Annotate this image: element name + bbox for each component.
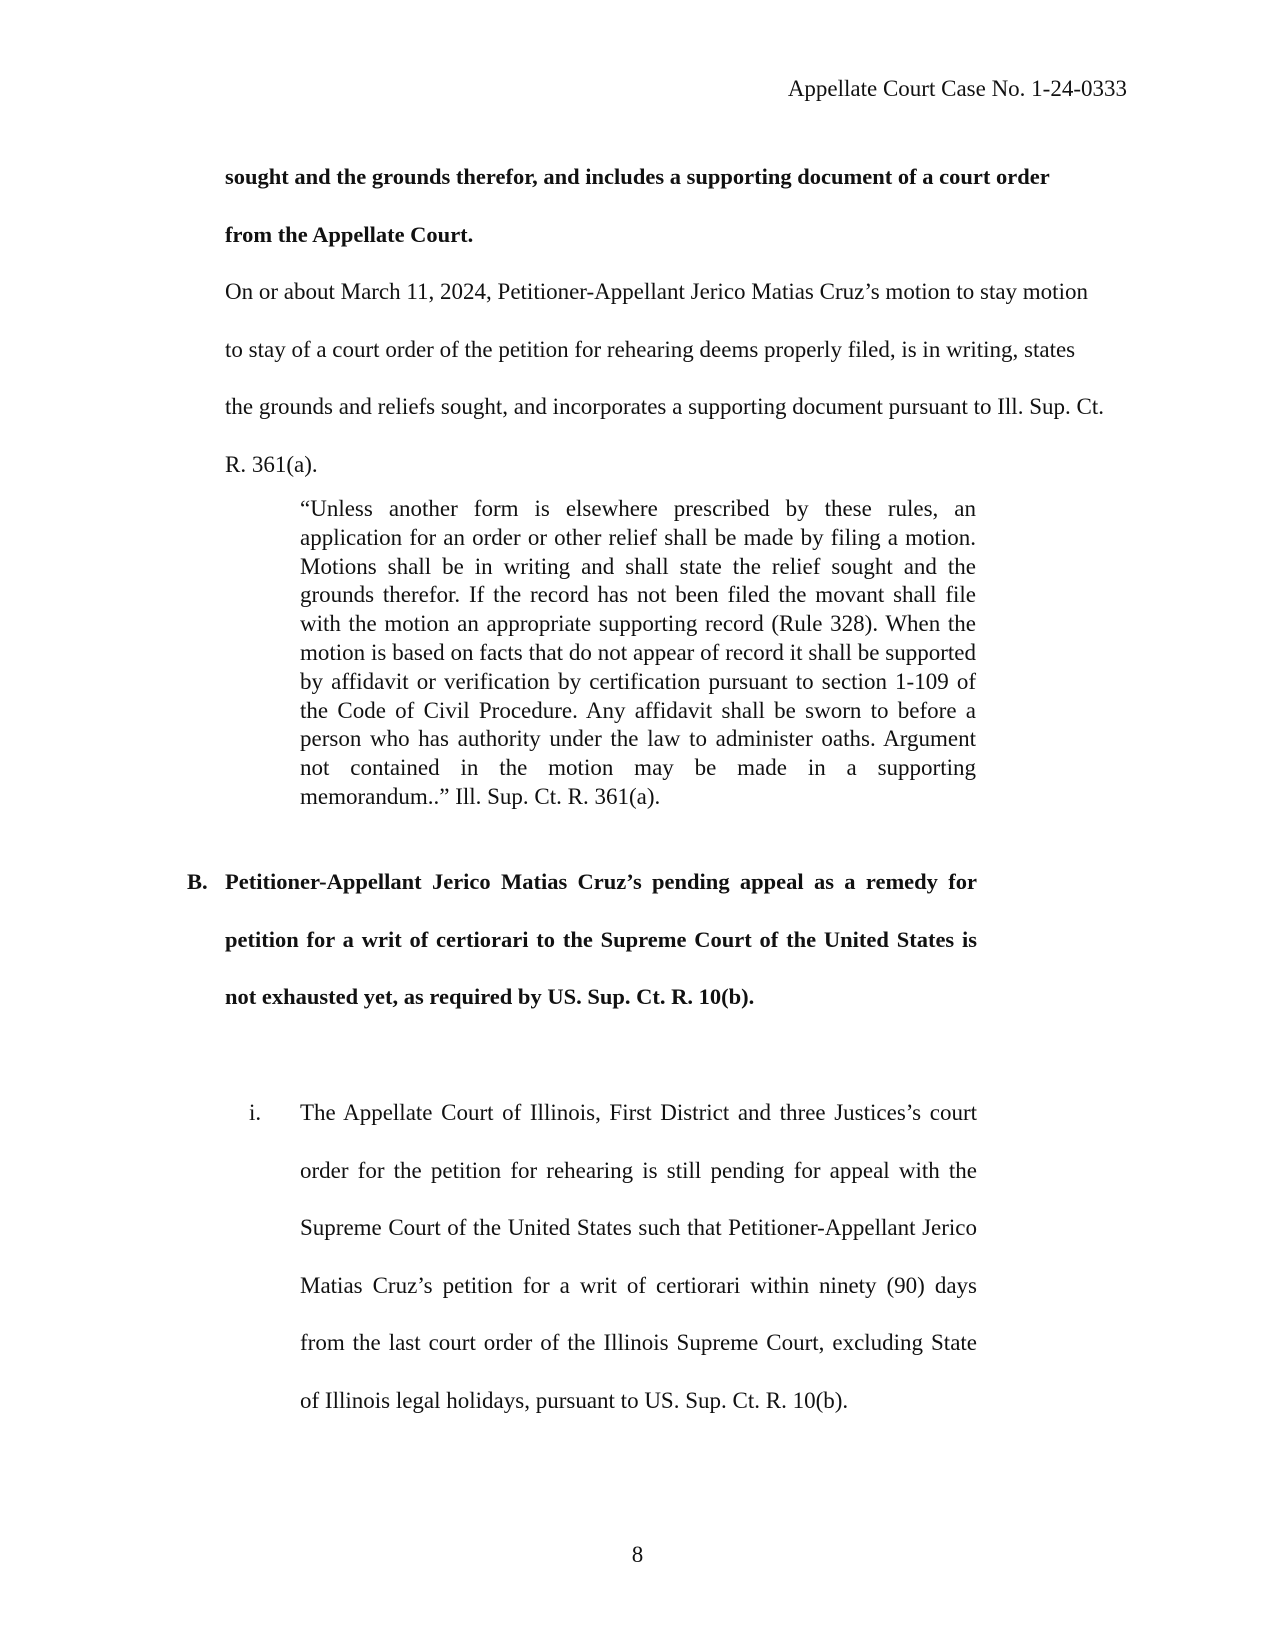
section-b-heading-text: Petitioner-Appellant Jerico Matias Cruz’s pending appeal as a remedy for petition for a writ of certiorari to the Supreme Court of the United States is not exhausted yet, as required by US. Sup. Ct. R. 10(b). [225,869,977,1009]
list-item-i [225,1084,977,1429]
section-b-marker: B. [187,869,208,894]
list-item-i-text: The Appellate Court of Illinois, First District and three Justices’s court order for the petition for rehearing is still pending for appeal with the Supreme Court of the United States such that Petitioner-Appellant Jerico Matias Cruz’s petition for a writ of certiorari within ninety (90) days from the last court order of the Illinois Supreme Court, excluding State of Illinois legal holidays, pursuant to US. Sup. Ct. R. 10(b). [300,1100,977,1413]
page-number: 8 [631,1542,644,1567]
continued-bold-text: sought and the grounds therefor, and includes a supporting document of a court order from the Appellate Court. [225,164,1050,247]
block-quote: “Unless another form is elsewhere prescribed by these rules, an application for an order or other relief shall be made by filing a motion. Motions shall be in writing and shall state the relief sought and the grounds therefor. If the record has not been filed the movant shall file with the motion an appropriate supporting record (Rule 328). When the motion is based on facts that do not appear of record it shall be supported by affidavit or verification by certification pursuant to section 1-109 of the Code of Civil Procedure. Any affidavit shall be sworn to before a person who has authority under the law to administer oaths. Argument not contained in the motion may be made in a supporting memorandum..” Ill. Sup. Ct. R. 361(a). [300,496,976,809]
case-number-header: Appellate Court Case No. 1-24-0333 [787,76,1127,101]
body-paragraph: On or about March 11, 2024, Petitioner-Appellant Jerico Matias Cruz’s motion to stay motion to stay of a court order of the petition for rehearing deems properly filed, is in writing, states the grounds and reliefs sought, and incorporates a supporting document pursuant to Ill. Sup. Ct. R. 361(a). [225,279,1104,477]
section-b-heading [187,853,977,1026]
list-item-i-marker: i. [249,1100,262,1125]
